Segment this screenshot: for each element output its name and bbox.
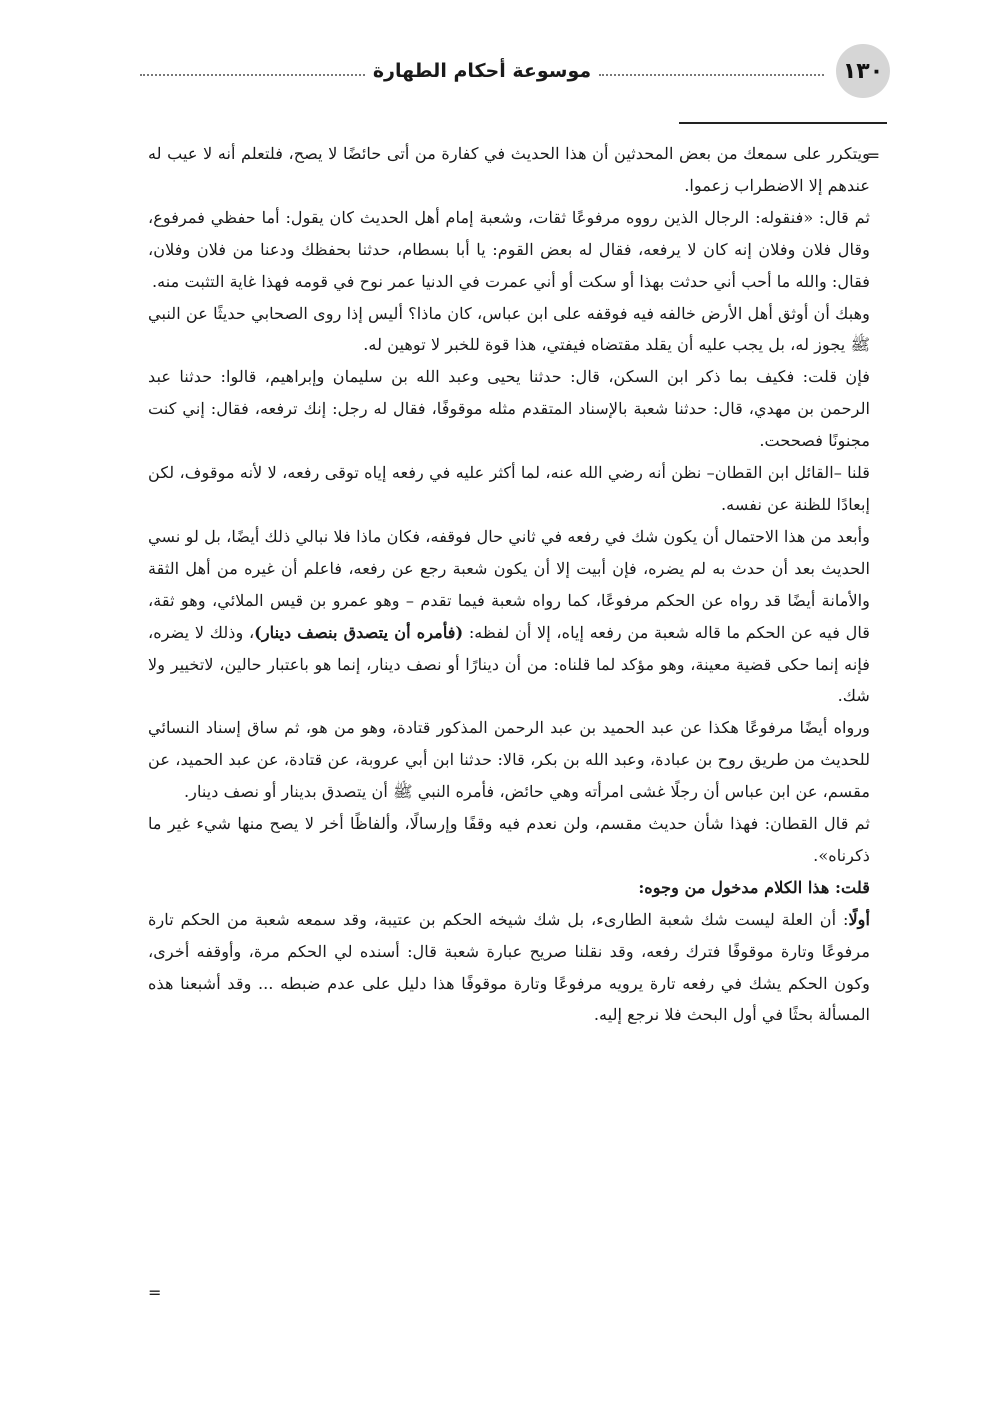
paragraph: ثم قال القطان: فهذا شأن حديث مقسم، ولن نعدم فيه وقفًا وإرسالًا، وألفاظًا أخر لا يصح منها شيء غير ما ذكرناه». <box>148 814 870 865</box>
paragraph: ويتكرر على سمعك من بعض المحدثين أن هذا الحديث في كفارة من أتى حائضًا لا يصح، فلتعلم أنه لا عيب له عندهم إلا الاضطراب زعموا. <box>148 144 870 195</box>
leader-dots-left <box>140 74 365 76</box>
continuation-mark-top: = <box>866 146 880 165</box>
page-header <box>140 44 890 100</box>
paragraph <box>148 521 870 712</box>
paragraph <box>148 904 870 1032</box>
page-number: ١٣٠ <box>836 44 890 98</box>
hadith-quote: (فأمره أن يتصدق بنصف دينار) <box>254 622 464 642</box>
paragraph <box>148 872 870 904</box>
paragraph: فإن قلت: فكيف بما ذكر ابن السكن، قال: حدثنا يحيى وعبد الله بن سليمان وإبراهيم، قالوا: حدثنا عبد الرحمن بن مهدي، قال: حدثنا شعبة بالإسناد المتقدم مثله موقوفًا، فقال له رجل: إنك ترفعه، فقال: إني كنت مجنونًا فصححت. <box>148 367 870 451</box>
paragraph-text: ، وذلك لا يضره، فإنه إنما حكى قضية معينة، وهو مؤكد لما قلناه: من أن دينارًا أو نصف دينار، إنما هو باعتبار حالين، لاتخيير ولا شك. <box>148 622 870 706</box>
paragraph: ورواه أيضًا مرفوعًا هكذا عن عبد الحميد بن عبد الرحمن المذكور قتادة، وهو من هو، ثم ساق إسناد النسائي للحديث من طريق روح بن عبادة، وعبد الله بن بكر، قالا: حدثنا ابن أبي عروبة، عن قتادة، عن عبد الحميد، عن مقسم، عن ابن عباس أن رجلًا غشى امرأته وهي حائض، فأمره النبي ﷺ أن يتصدق بدينار أو نصف دينار. <box>148 718 870 802</box>
point-label: أولًا <box>848 909 870 929</box>
paragraph-text: وأبعد من هذا الاحتمال أن يكون شك في رفعه في ثاني حال فوقفه، فكان ماذا فلا نبالي ذلك أيضًا، بل لو نسي الحديث بعد أن حدث به لم يضره، فإن أبيت إلا أن يكون شعبة رجع عن رفعه، فاعلم أن غيره من أهل الثقة والأمانة أيضًا قد رواه عن الحكم مرفوعًا، كما رواه شعبة فيما تقدم – وهو عمرو بن قيس الملائي، وهو ثقة، قال فيه عن الحكم ما قاله شعبة من رفعه إياه، إلا أن لفظه: <box>148 526 871 642</box>
footnote-body <box>148 138 870 1031</box>
header-title-row <box>140 56 824 86</box>
leader-dots-right <box>599 74 824 76</box>
section-heading: قلت: هذا الكلام مدخول من وجوه: <box>638 877 870 897</box>
book-title: موسوعة أحكام الطهارة <box>372 60 592 82</box>
paragraph: وهبك أن أوثق أهل الأرض خالفه فيه فوقفه على ابن عباس، كان ماذا؟ أليس إذا روى الصحابي حديثًا عن النبي ﷺ يجوز له، بل يجب عليه أن يقلد مقتضاه فيفتي، هذا قوة للخبر لا توهين له. <box>148 303 870 355</box>
paragraph: قلنا –القائل ابن القطان– نظن أنه رضي الله عنه، لما أكثر عليه في رفعه إياه توقى رفعه، لا لأنه موقوف، لكن إبعادًا للظنة عن نفسه. <box>148 463 870 514</box>
continuation-mark-bottom: = <box>148 1283 162 1302</box>
footnote-separator-rule <box>679 122 887 124</box>
paragraph-text: : أن العلة ليست شك شعبة الطارىء، بل شك شيخه الحكم بن عتيبة، وقد سمعه شعبة من الحكم تارة مرفوعًا وتارة موقوفًا فترك رفعه، وقد نقلنا صريح عبارة شعبة قال: أسنده لي الحكم مرة، وأوقفه أخرى، وكون الحكم يشك في رفعه تارة يرويه مرفوعًا وتارة موقوفًا هذا دليل على عدم ضبطه ... وقد أشبعنا هذه المسألة بحثًا في أول البحث فلا نرجع إليه. <box>148 909 870 1025</box>
paragraph: ثم قال: «فنقوله: الرجال الذين رووه مرفوعًا ثقات، وشعبة إمام أهل الحديث كان يقول: أما حفظي فمرفوع، وقال فلان وفلان إنه كان لا يرفعه، فقال له بعض القوم: يا أبا بسطام، حدثنا بحفظك ودعنا من فلان وفلان، فقال: والله ما أحب أني حدثت بهذا أو سكت أو أني عمرت في الدنيا عمر نوح في قومه فهذا غاية التثبت منه. <box>148 207 870 291</box>
